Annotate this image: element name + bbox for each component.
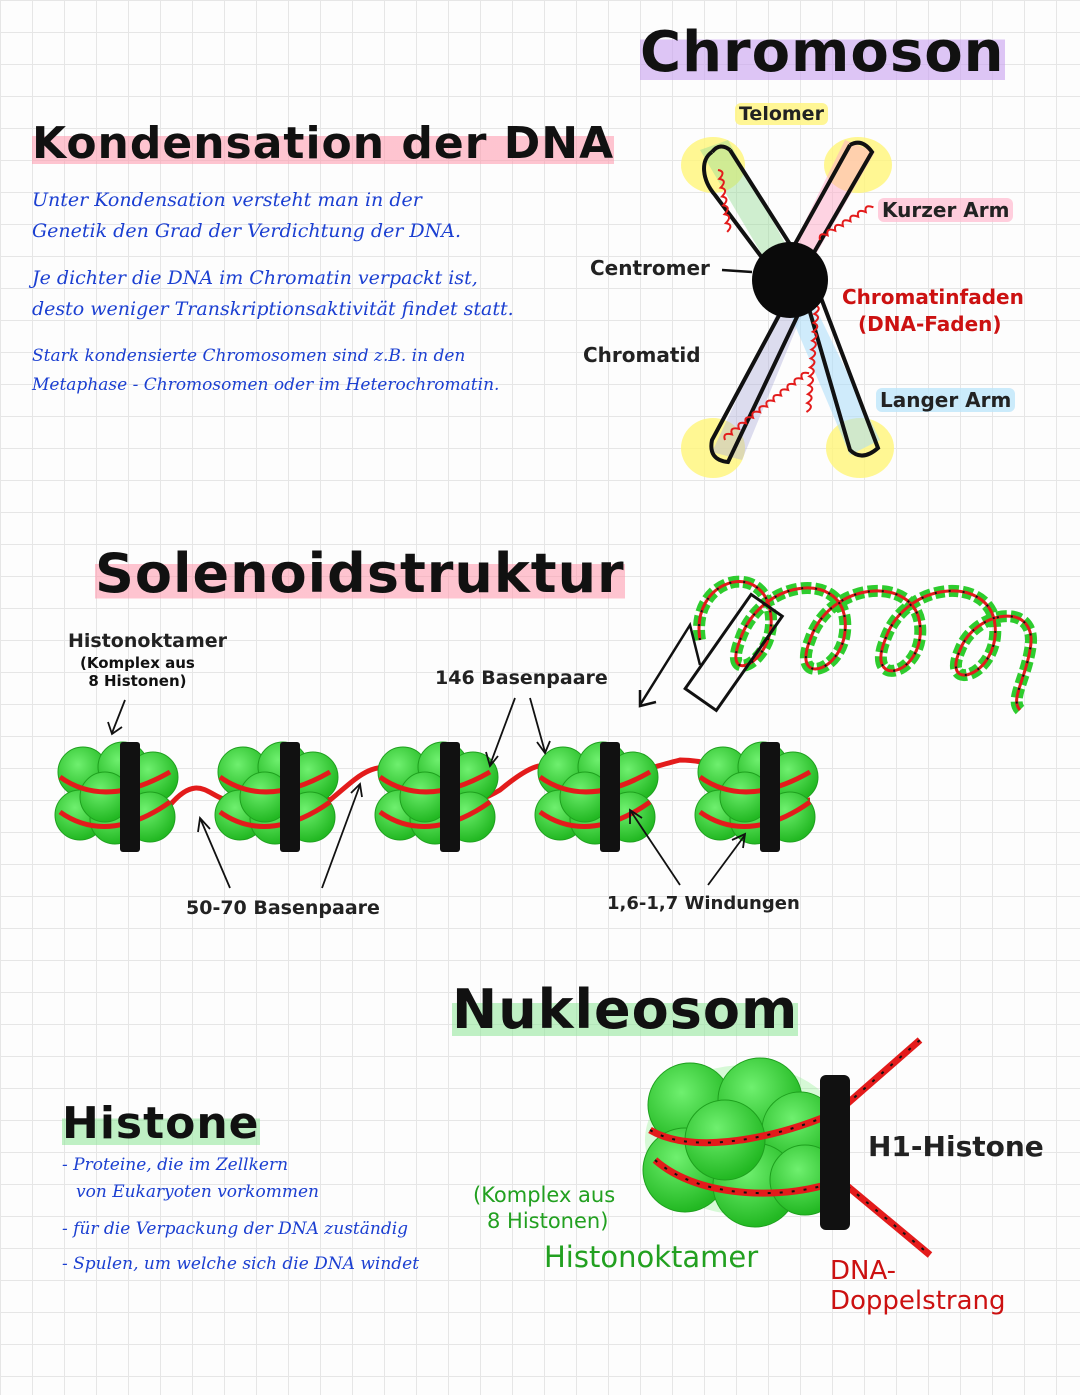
- nucleosome-chain: [55, 742, 818, 852]
- h1-histone-bar: [600, 742, 620, 852]
- h1-histone-bar: [760, 742, 780, 852]
- dna-doppelstrang-l1: DNA-: [830, 1256, 897, 1286]
- condensation-p1-l1: Unter Kondensation versteht man in der: [32, 189, 422, 211]
- h1-histone-bar: [440, 742, 460, 852]
- komplex-chain-l1: (Komplex aus: [80, 654, 195, 672]
- condensation-p2-l1: Je dichter die DNA im Chromatin verpackt ist,: [32, 267, 478, 289]
- komplex-large-l2: 8 Histonen): [487, 1209, 609, 1233]
- label-histonoktamer-large: Histonoktamer: [544, 1240, 759, 1274]
- h1-histone-bar: [280, 742, 300, 852]
- label-chromatinfaden: Chromatinfaden: [842, 285, 1024, 309]
- komplex-large-l1: (Komplex aus: [473, 1183, 616, 1207]
- label-kurzer-arm: Kurzer Arm: [878, 198, 1013, 222]
- histone-title: Histone: [62, 1098, 260, 1149]
- label-komplex-large: [473, 1182, 615, 1234]
- label-komplex-chain: [80, 654, 195, 690]
- label-centromer: Centromer: [590, 256, 710, 280]
- label-windungen: 1,6-1,7 Windungen: [607, 893, 800, 914]
- condensation-p1-l2: Genetik den Grad der Verdichtung der DNA.: [32, 220, 462, 242]
- komplex-chain-l2: 8 Histonen): [88, 672, 187, 690]
- label-histonoktamer-chain: Histonoktamer: [68, 630, 228, 652]
- nucleosome-title: Nukleosom: [452, 978, 799, 1041]
- label-chromatid: Chromatid: [583, 343, 701, 367]
- label-langer-arm: Langer Arm: [876, 388, 1015, 412]
- solenoid-title: Solenoidstruktur: [95, 542, 625, 605]
- solenoid-coil-drawing: [640, 582, 1031, 711]
- label-146-basenpaare: 146 Basenpaare: [435, 667, 608, 689]
- chromosome-title: Chromoson: [640, 20, 1005, 85]
- condensation-text: [32, 185, 514, 398]
- label-dna-doppelstrang: [830, 1256, 1006, 1316]
- condensation-p3-l2: Metaphase - Chromosomen oder im Heterochromatin.: [32, 375, 500, 395]
- condensation-title: Kondensation der DNA: [32, 118, 615, 169]
- condensation-p3-l1: Stark kondensierte Chromosomen sind z.B. in den: [32, 346, 466, 366]
- histone-text: [62, 1152, 419, 1278]
- histone-b3: - Spulen, um welche sich die DNA windet: [62, 1254, 420, 1274]
- label-50-70-basenpaare: 50-70 Basenpaare: [186, 897, 380, 919]
- histone-b1-l1: - Proteine, die im Zellkern: [62, 1155, 289, 1175]
- histone-b1-l2: von Eukaryoten vorkommen: [76, 1182, 319, 1202]
- h1-histone-bar: [120, 742, 140, 852]
- dna-doppelstrang-l2: Doppelstrang: [830, 1286, 1006, 1316]
- histone-b2: - für die Verpackung der DNA zuständig: [62, 1219, 409, 1239]
- label-telomer: Telomer: [735, 103, 828, 125]
- label-dna-faden: (DNA-Faden): [858, 312, 1002, 336]
- condensation-p2-l2: desto weniger Transkriptionsaktivität findet statt.: [32, 298, 514, 320]
- label-h1-histone: H1-Histone: [868, 1130, 1044, 1163]
